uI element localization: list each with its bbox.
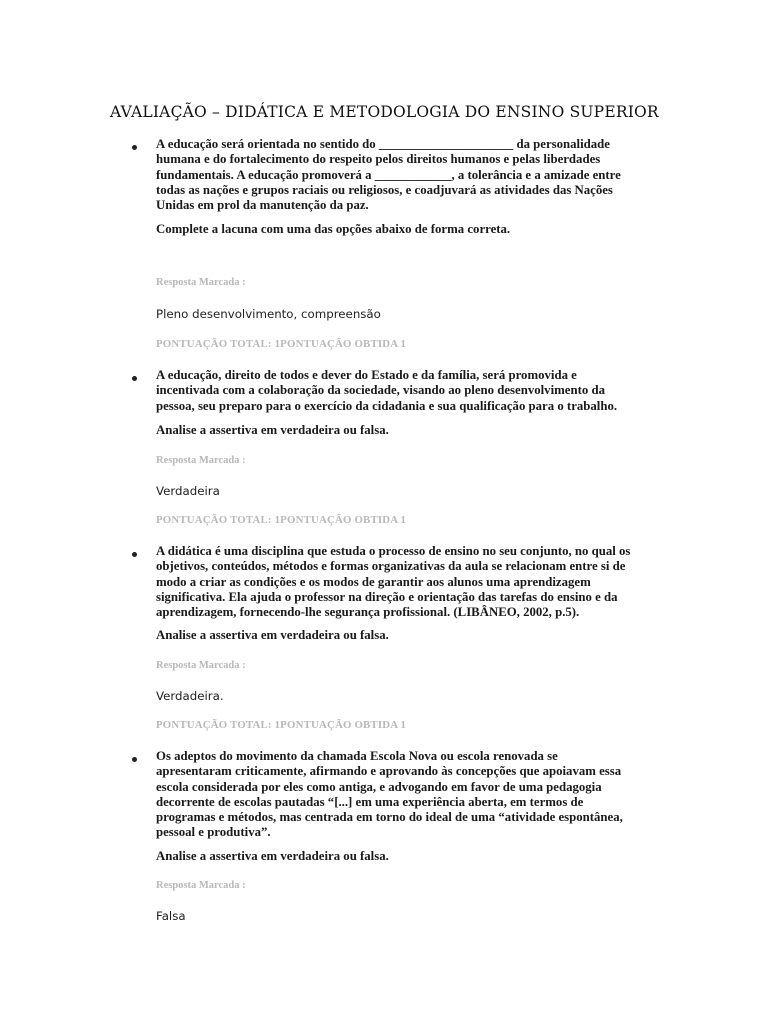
question-text: A educação será orientada no sentido do _____________________ da personalidade humana e do fortalecimento do respeito pelos direitos humanos e pelas liberdades fundamentais. A educação promoverá a ____________, a tolerância e a amizade entre todas as nações e grupos raciais ou religiosos, e coadjuvará as atividades das Nações Unidas em prol da manutenção da paz.: [156, 137, 621, 213]
response-label: Resposta Marcada :: [156, 880, 246, 891]
page-title: AVALIAÇÃO – DIDÁTICA E METODOLOGIA DO ENSINO SUPERIOR: [110, 103, 659, 121]
question-text: A educação, direito de todos e dever do Estado e da família, será promovida e incentivada com a colaboração da sociedade, visando ao pleno desenvolvimento da pessoa, seu preparo para o exercício da cidadania e sua qualificação para o trabalho.: [156, 368, 618, 413]
bullet-icon: [132, 757, 137, 762]
question-text: Os adeptos do movimento da chamada Escola Nova ou escola renovada se apresentaram criticamente, afirmando e aprovando às concepções que apoiavam essa escola considerada por eles como antiga, e advogando em favor de uma pedagogia decorrente de escolas pautadas “[...] em uma experiência aberta, em termos de programas e métodos, mas centrada em torno do ideal de uma “atividade espontânea, pessoal e produtiva”.: [156, 749, 623, 840]
marked-answer: Verdadeira: [156, 484, 220, 498]
question-instruction: Analise a assertiva em verdadeira ou falsa.: [156, 628, 389, 642]
response-label: Resposta Marcada :: [156, 660, 246, 671]
question-instruction: Analise a assertiva em verdadeira ou falsa.: [156, 849, 389, 863]
response-label: Resposta Marcada :: [156, 277, 246, 288]
marked-answer: Pleno desenvolvimento, compreensão: [156, 307, 381, 321]
question-instruction: Complete a lacuna com uma das opções abaixo de forma correta.: [156, 222, 511, 236]
question-instruction: Analise a assertiva em verdadeira ou falsa.: [156, 423, 389, 437]
bullet-icon: [132, 376, 137, 381]
score-line: PONTUAÇÃO TOTAL: 1PONTUAÇÃO OBTIDA 1: [156, 514, 407, 526]
response-label: Resposta Marcada :: [156, 455, 246, 466]
bullet-icon: [132, 552, 137, 557]
marked-answer: Falsa: [156, 909, 186, 923]
score-line: PONTUAÇÃO TOTAL: 1PONTUAÇÃO OBTIDA 1: [156, 338, 407, 350]
question-text: A didática é uma disciplina que estuda o processo de ensino no seu conjunto, no qual os objetivos, conteúdos, métodos e formas organizativas da aula se relacionam entre si de modo a criar as condições e os modos de garantir aos alunos uma aprendizagem significativa. Ela ajuda o professor na direção e orientação das tarefas do ensino e da aprendizagem, fornecendo-lhe segurança profissional. (LIBÂNEO, 2002, p.5).: [156, 544, 631, 620]
score-line: PONTUAÇÃO TOTAL: 1PONTUAÇÃO OBTIDA 1: [156, 719, 407, 731]
bullet-icon: [132, 145, 137, 150]
marked-answer: Verdadeira.: [156, 689, 224, 703]
